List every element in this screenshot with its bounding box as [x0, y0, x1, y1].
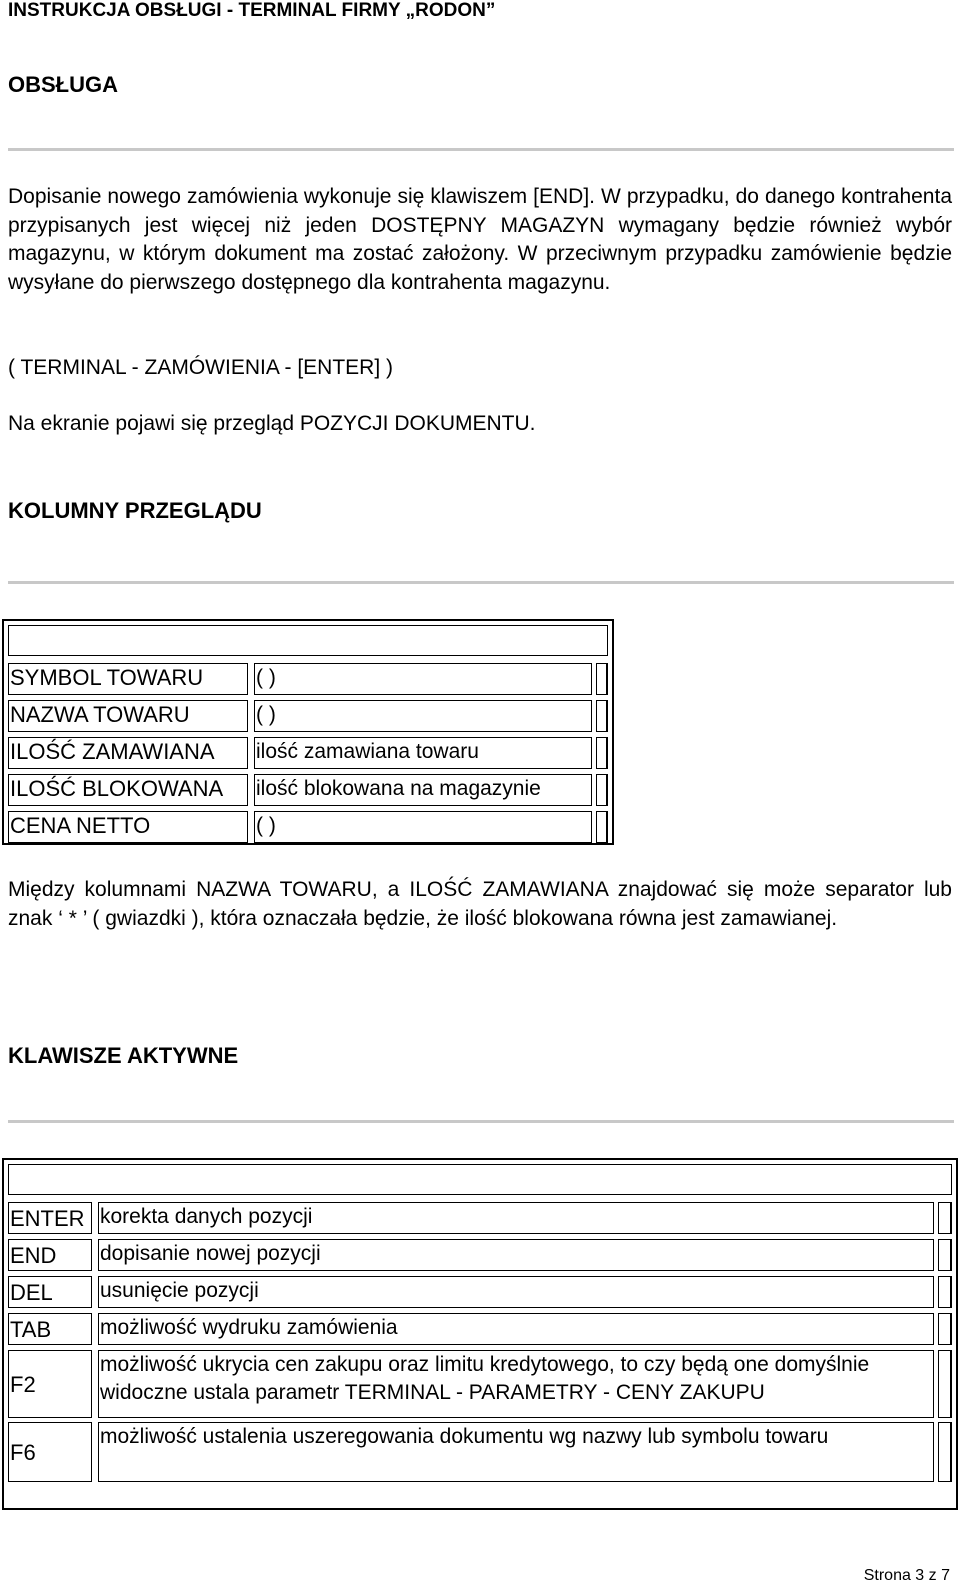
column-description-cell: ( ) — [254, 663, 592, 695]
columns-table — [2, 619, 614, 845]
keys-table — [2, 1158, 958, 1510]
document-header-title: INSTRUKCJA OBSŁUGI - TERMINAL FIRMY „RODON” — [8, 0, 496, 21]
columns-table-header-row — [8, 625, 608, 656]
key-empty-cell — [938, 1202, 952, 1234]
separator-note: Między kolumnami NAZWA TOWARU, a ILOŚĆ ZAMAWIANA znajdować się może separator lub znak ‘ * ’ ( gwiazdki ), która oznaczała będzie, że ilość blokowana równa jest zamawianej. — [8, 878, 952, 930]
key-description-cell: dopisanie nowej pozycji — [98, 1239, 934, 1271]
column-empty-cell — [596, 737, 608, 769]
column-description-cell: ilość blokowana na magazynie — [254, 774, 592, 806]
page-number: Strona 3 z 7 — [863, 1567, 950, 1584]
column-name-cell: ILOŚĆ BLOKOWANA — [8, 774, 248, 806]
column-name-cell: ILOŚĆ ZAMAWIANA — [8, 737, 248, 769]
column-empty-cell — [596, 663, 608, 695]
column-empty-cell — [596, 811, 608, 843]
column-description-cell: ilość zamawiana towaru — [254, 737, 592, 769]
key-empty-cell — [938, 1239, 952, 1271]
column-name-cell: CENA NETTO — [8, 811, 248, 843]
key-name-cell: F2 — [8, 1350, 92, 1418]
key-empty-cell — [938, 1350, 952, 1418]
key-description-cell: możliwość wydruku zamówienia — [98, 1313, 934, 1345]
column-name-cell: NAZWA TOWARU — [8, 700, 248, 732]
column-description-cell: ( ) — [254, 811, 592, 843]
key-description-cell: możliwość ustalenia uszeregowania dokumentu wg nazwy lub symbolu towaru — [98, 1422, 934, 1482]
section-divider — [8, 581, 954, 584]
column-name-cell: SYMBOL TOWARU — [8, 663, 248, 695]
screen-note: Na ekranie pojawi się przegląd POZYCJI DOKUMENTU. — [8, 412, 536, 435]
column-empty-cell — [596, 774, 608, 806]
section-divider — [8, 1120, 954, 1123]
section-divider — [8, 148, 954, 151]
keys-table-header-row — [8, 1164, 952, 1195]
column-empty-cell — [596, 700, 608, 732]
column-description-cell: ( ) — [254, 700, 592, 732]
section-title-klawisze: KLAWISZE AKTYWNE — [8, 1043, 239, 1068]
key-name-cell: DEL — [8, 1276, 92, 1308]
menu-path: ( TERMINAL - ZAMÓWIENIA - [ENTER] ) — [8, 356, 394, 379]
obsluga-paragraph: Dopisanie nowego zamówienia wykonuje się klawiszem [END]. W przypadku, do danego kontrahenta przypisanych jest więcej niż jeden DOSTĘPNY MAGAZYN wymagany będzie również wybór magazynu, w którym dokument ma zostać założony. W przeciwnym przypadku zamówienie będzie wysyłane do pierwszego dostępnego dla kontrahenta magazynu. — [8, 185, 952, 294]
key-description-cell: usunięcie pozycji — [98, 1276, 934, 1308]
key-name-cell: ENTER — [8, 1202, 92, 1234]
key-name-cell: TAB — [8, 1313, 92, 1345]
key-empty-cell — [938, 1276, 952, 1308]
key-name-cell: F6 — [8, 1422, 92, 1482]
section-title-obsluga: OBSŁUGA — [8, 72, 118, 97]
key-empty-cell — [938, 1313, 952, 1345]
section-title-kolumny: KOLUMNY PRZEGLĄDU — [8, 498, 262, 523]
key-name-cell: END — [8, 1239, 92, 1271]
key-description-cell: możliwość ukrycia cen zakupu oraz limitu kredytowego, to czy będą one domyślnie widoczne ustala parametr TERMINAL - PARAMETRY - CENY ZAKUPU — [98, 1350, 934, 1418]
key-empty-cell — [938, 1422, 952, 1482]
key-description-cell: korekta danych pozycji — [98, 1202, 934, 1234]
